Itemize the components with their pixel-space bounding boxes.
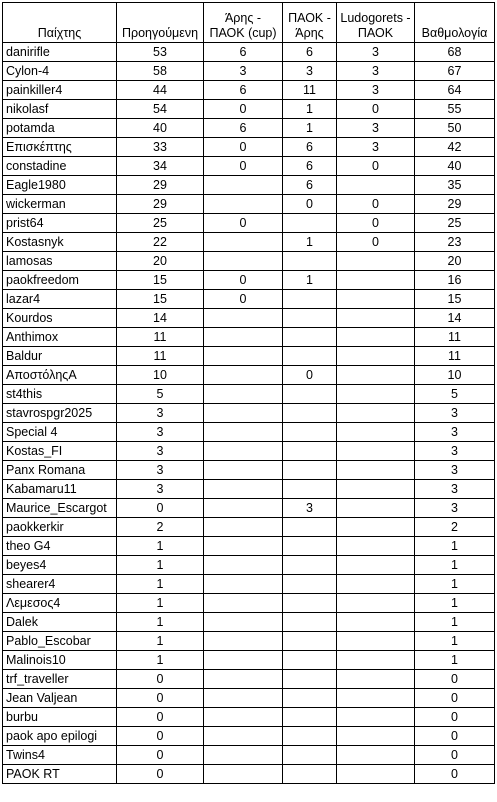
- paok-aris-cell: [283, 328, 337, 347]
- previous-cell: 54: [117, 100, 204, 119]
- score-cell: 11: [415, 328, 495, 347]
- aris-paok-cup-cell: [204, 195, 283, 214]
- table-row: [3, 43, 495, 62]
- aris-paok-cup-cell: [204, 556, 283, 575]
- player-cell: Kabamaru11: [3, 480, 117, 499]
- table-row: [3, 423, 495, 442]
- player-cell: Special 4: [3, 423, 117, 442]
- paok-aris-cell: 1: [283, 100, 337, 119]
- table-row: [3, 385, 495, 404]
- previous-cell: 20: [117, 252, 204, 271]
- ludogorets-paok-cell: [337, 651, 415, 670]
- ludogorets-paok-cell: 0: [337, 214, 415, 233]
- paok-aris-cell: [283, 442, 337, 461]
- previous-cell: 58: [117, 62, 204, 81]
- aris-paok-cup-cell: [204, 575, 283, 594]
- player-cell: Dalek: [3, 613, 117, 632]
- paok-aris-cell: 6: [283, 138, 337, 157]
- aris-paok-cup-cell: [204, 727, 283, 746]
- ludogorets-paok-cell: 0: [337, 195, 415, 214]
- paok-aris-cell: 3: [283, 499, 337, 518]
- paok-aris-cell: [283, 727, 337, 746]
- aris-paok-cup-cell: [204, 499, 283, 518]
- score-cell: 3: [415, 499, 495, 518]
- table-row: [3, 176, 495, 195]
- previous-cell: 11: [117, 328, 204, 347]
- paok-aris-cell: [283, 689, 337, 708]
- ludogorets-paok-cell: 3: [337, 43, 415, 62]
- paok-aris-cell: 1: [283, 271, 337, 290]
- player-cell: Malinois10: [3, 651, 117, 670]
- paok-aris-cell: [283, 651, 337, 670]
- header-player: Παίχτης: [3, 3, 117, 43]
- previous-cell: 0: [117, 727, 204, 746]
- player-cell: Cylon-4: [3, 62, 117, 81]
- paok-aris-cell: 6: [283, 157, 337, 176]
- aris-paok-cup-cell: [204, 366, 283, 385]
- previous-cell: 0: [117, 746, 204, 765]
- aris-paok-cup-cell: [204, 385, 283, 404]
- score-cell: 1: [415, 537, 495, 556]
- previous-cell: 11: [117, 347, 204, 366]
- ludogorets-paok-cell: [337, 271, 415, 290]
- player-cell: paokfreedom: [3, 271, 117, 290]
- ludogorets-paok-cell: [337, 765, 415, 784]
- aris-paok-cup-cell: 3: [204, 62, 283, 81]
- player-cell: shearer4: [3, 575, 117, 594]
- ludogorets-paok-cell: [337, 670, 415, 689]
- score-cell: 1: [415, 575, 495, 594]
- previous-cell: 29: [117, 176, 204, 195]
- player-cell: PAOK RT: [3, 765, 117, 784]
- player-cell: wickerman: [3, 195, 117, 214]
- score-cell: 0: [415, 670, 495, 689]
- paok-aris-cell: [283, 670, 337, 689]
- aris-paok-cup-cell: [204, 309, 283, 328]
- paok-aris-cell: [283, 613, 337, 632]
- table-row: [3, 651, 495, 670]
- ludogorets-paok-cell: [337, 499, 415, 518]
- player-cell: beyes4: [3, 556, 117, 575]
- paok-aris-cell: [283, 632, 337, 651]
- paok-aris-cell: 11: [283, 81, 337, 100]
- table-row: [3, 670, 495, 689]
- player-cell: lazar4: [3, 290, 117, 309]
- score-cell: 5: [415, 385, 495, 404]
- ludogorets-paok-cell: 0: [337, 233, 415, 252]
- previous-cell: 10: [117, 366, 204, 385]
- player-cell: Jean Valjean: [3, 689, 117, 708]
- ludogorets-paok-cell: [337, 556, 415, 575]
- player-cell: nikolasf: [3, 100, 117, 119]
- ludogorets-paok-cell: [337, 594, 415, 613]
- previous-cell: 14: [117, 309, 204, 328]
- ludogorets-paok-cell: [337, 727, 415, 746]
- table-row: [3, 404, 495, 423]
- score-cell: 1: [415, 632, 495, 651]
- player-cell: paok apo epilogi: [3, 727, 117, 746]
- previous-cell: 0: [117, 670, 204, 689]
- aris-paok-cup-cell: 6: [204, 81, 283, 100]
- ludogorets-paok-cell: [337, 176, 415, 195]
- paok-aris-cell: [283, 385, 337, 404]
- previous-cell: 1: [117, 556, 204, 575]
- previous-cell: 5: [117, 385, 204, 404]
- aris-paok-cup-cell: 6: [204, 119, 283, 138]
- table-row: [3, 727, 495, 746]
- table-row: [3, 746, 495, 765]
- paok-aris-cell: [283, 537, 337, 556]
- score-cell: 0: [415, 689, 495, 708]
- player-cell: Pablo_Escobar: [3, 632, 117, 651]
- ludogorets-paok-cell: [337, 385, 415, 404]
- previous-cell: 0: [117, 689, 204, 708]
- paok-aris-cell: [283, 556, 337, 575]
- table-row: [3, 347, 495, 366]
- score-cell: 3: [415, 461, 495, 480]
- table-row: [3, 252, 495, 271]
- score-cell: 64: [415, 81, 495, 100]
- previous-cell: 53: [117, 43, 204, 62]
- score-cell: 3: [415, 442, 495, 461]
- paok-aris-cell: [283, 252, 337, 271]
- ludogorets-paok-cell: [337, 366, 415, 385]
- table-row: [3, 632, 495, 651]
- paok-aris-cell: 0: [283, 366, 337, 385]
- table-row: [3, 765, 495, 784]
- paok-aris-cell: 1: [283, 233, 337, 252]
- score-cell: 67: [415, 62, 495, 81]
- previous-cell: 1: [117, 651, 204, 670]
- aris-paok-cup-cell: [204, 537, 283, 556]
- ludogorets-paok-cell: [337, 689, 415, 708]
- table-row: [3, 290, 495, 309]
- aris-paok-cup-cell: [204, 442, 283, 461]
- header-ludogorets-paok: Ludogorets - ΠΑΟΚ: [337, 3, 415, 43]
- aris-paok-cup-cell: [204, 689, 283, 708]
- player-cell: stavrospgr2025: [3, 404, 117, 423]
- paok-aris-cell: [283, 404, 337, 423]
- table-row: [3, 537, 495, 556]
- table-row: [3, 157, 495, 176]
- table-row: [3, 499, 495, 518]
- score-cell: 3: [415, 404, 495, 423]
- ludogorets-paok-cell: [337, 442, 415, 461]
- ludogorets-paok-cell: 3: [337, 81, 415, 100]
- player-cell: burbu: [3, 708, 117, 727]
- score-cell: 15: [415, 290, 495, 309]
- aris-paok-cup-cell: [204, 518, 283, 537]
- table-row: [3, 689, 495, 708]
- paok-aris-cell: [283, 594, 337, 613]
- table-row: [3, 62, 495, 81]
- table-row: [3, 309, 495, 328]
- table-row: [3, 119, 495, 138]
- ludogorets-paok-cell: [337, 613, 415, 632]
- score-cell: 25: [415, 214, 495, 233]
- previous-cell: 15: [117, 271, 204, 290]
- aris-paok-cup-cell: [204, 765, 283, 784]
- paok-aris-cell: [283, 518, 337, 537]
- table-row: [3, 556, 495, 575]
- previous-cell: 1: [117, 575, 204, 594]
- aris-paok-cup-cell: [204, 594, 283, 613]
- ludogorets-paok-cell: [337, 746, 415, 765]
- player-cell: ΑποστόληςΑ: [3, 366, 117, 385]
- previous-cell: 3: [117, 404, 204, 423]
- score-cell: 1: [415, 613, 495, 632]
- previous-cell: 22: [117, 233, 204, 252]
- player-cell: constadine: [3, 157, 117, 176]
- player-cell: Λεμεσος4: [3, 594, 117, 613]
- ludogorets-paok-cell: [337, 461, 415, 480]
- ludogorets-paok-cell: 3: [337, 138, 415, 157]
- aris-paok-cup-cell: [204, 252, 283, 271]
- ludogorets-paok-cell: [337, 309, 415, 328]
- paok-aris-cell: [283, 290, 337, 309]
- aris-paok-cup-cell: 0: [204, 138, 283, 157]
- paok-aris-cell: 6: [283, 176, 337, 195]
- table-row: [3, 138, 495, 157]
- score-cell: 42: [415, 138, 495, 157]
- ludogorets-paok-cell: [337, 347, 415, 366]
- player-cell: Kostasnyk: [3, 233, 117, 252]
- previous-cell: 3: [117, 461, 204, 480]
- aris-paok-cup-cell: [204, 480, 283, 499]
- previous-cell: 40: [117, 119, 204, 138]
- aris-paok-cup-cell: [204, 423, 283, 442]
- previous-cell: 3: [117, 423, 204, 442]
- ludogorets-paok-cell: [337, 575, 415, 594]
- score-cell: 0: [415, 746, 495, 765]
- previous-cell: 1: [117, 594, 204, 613]
- previous-cell: 44: [117, 81, 204, 100]
- ludogorets-paok-cell: 0: [337, 100, 415, 119]
- player-cell: prist64: [3, 214, 117, 233]
- player-cell: lamosas: [3, 252, 117, 271]
- score-cell: 20: [415, 252, 495, 271]
- aris-paok-cup-cell: [204, 404, 283, 423]
- aris-paok-cup-cell: [204, 651, 283, 670]
- ludogorets-paok-cell: 3: [337, 62, 415, 81]
- previous-cell: 1: [117, 613, 204, 632]
- aris-paok-cup-cell: 6: [204, 43, 283, 62]
- header-previous: Προηγούμενη: [117, 3, 204, 43]
- score-cell: 50: [415, 119, 495, 138]
- previous-cell: 1: [117, 632, 204, 651]
- ludogorets-paok-cell: [337, 423, 415, 442]
- aris-paok-cup-cell: 0: [204, 157, 283, 176]
- player-cell: Panx Romana: [3, 461, 117, 480]
- paok-aris-cell: [283, 708, 337, 727]
- score-cell: 2: [415, 518, 495, 537]
- table-row: [3, 461, 495, 480]
- previous-cell: 1: [117, 537, 204, 556]
- player-cell: Maurice_Escargot: [3, 499, 117, 518]
- paok-aris-cell: 6: [283, 43, 337, 62]
- paok-aris-cell: 3: [283, 62, 337, 81]
- aris-paok-cup-cell: 0: [204, 290, 283, 309]
- score-cell: 14: [415, 309, 495, 328]
- player-cell: Επισκέπτης: [3, 138, 117, 157]
- score-cell: 0: [415, 708, 495, 727]
- ludogorets-paok-cell: [337, 290, 415, 309]
- player-cell: danirifle: [3, 43, 117, 62]
- player-cell: Eagle1980: [3, 176, 117, 195]
- player-cell: Anthimox: [3, 328, 117, 347]
- ludogorets-paok-cell: [337, 632, 415, 651]
- ludogorets-paok-cell: 3: [337, 119, 415, 138]
- previous-cell: 29: [117, 195, 204, 214]
- paok-aris-cell: [283, 746, 337, 765]
- ludogorets-paok-cell: 0: [337, 157, 415, 176]
- score-cell: 29: [415, 195, 495, 214]
- ludogorets-paok-cell: [337, 328, 415, 347]
- header-aris-paok-cup: Άρης - ΠΑΟΚ (cup): [204, 3, 283, 43]
- score-cell: 1: [415, 556, 495, 575]
- previous-cell: 2: [117, 518, 204, 537]
- table-row: [3, 442, 495, 461]
- score-cell: 16: [415, 271, 495, 290]
- score-cell: 0: [415, 765, 495, 784]
- player-cell: paokkerkir: [3, 518, 117, 537]
- ludogorets-paok-cell: [337, 252, 415, 271]
- table-row: [3, 480, 495, 499]
- paok-aris-cell: [283, 461, 337, 480]
- player-cell: trf_traveller: [3, 670, 117, 689]
- score-cell: 68: [415, 43, 495, 62]
- paok-aris-cell: [283, 480, 337, 499]
- score-cell: 11: [415, 347, 495, 366]
- previous-cell: 3: [117, 480, 204, 499]
- previous-cell: 0: [117, 708, 204, 727]
- aris-paok-cup-cell: [204, 461, 283, 480]
- standings-table: [2, 2, 495, 784]
- ludogorets-paok-cell: [337, 708, 415, 727]
- score-cell: 3: [415, 423, 495, 442]
- table-row: [3, 233, 495, 252]
- player-cell: Kostas_FI: [3, 442, 117, 461]
- table-row: [3, 81, 495, 100]
- player-cell: theo G4: [3, 537, 117, 556]
- previous-cell: 0: [117, 765, 204, 784]
- header-paok-aris: ΠΑΟΚ - Άρης: [283, 3, 337, 43]
- previous-cell: 33: [117, 138, 204, 157]
- paok-aris-cell: [283, 214, 337, 233]
- ludogorets-paok-cell: [337, 480, 415, 499]
- previous-cell: 15: [117, 290, 204, 309]
- table-row: [3, 708, 495, 727]
- table-row: [3, 214, 495, 233]
- score-cell: 1: [415, 651, 495, 670]
- ludogorets-paok-cell: [337, 537, 415, 556]
- score-cell: 35: [415, 176, 495, 195]
- table-row: [3, 100, 495, 119]
- score-cell: 55: [415, 100, 495, 119]
- table-header: [3, 3, 495, 43]
- previous-cell: 3: [117, 442, 204, 461]
- paok-aris-cell: [283, 309, 337, 328]
- previous-cell: 0: [117, 499, 204, 518]
- aris-paok-cup-cell: [204, 176, 283, 195]
- paok-aris-cell: [283, 423, 337, 442]
- ludogorets-paok-cell: [337, 518, 415, 537]
- aris-paok-cup-cell: [204, 233, 283, 252]
- table-row: [3, 195, 495, 214]
- paok-aris-cell: [283, 575, 337, 594]
- score-cell: 40: [415, 157, 495, 176]
- aris-paok-cup-cell: [204, 670, 283, 689]
- table-row: [3, 271, 495, 290]
- aris-paok-cup-cell: [204, 708, 283, 727]
- paok-aris-cell: [283, 347, 337, 366]
- table-row: [3, 594, 495, 613]
- previous-cell: 25: [117, 214, 204, 233]
- paok-aris-cell: 1: [283, 119, 337, 138]
- table-row: [3, 575, 495, 594]
- aris-paok-cup-cell: [204, 347, 283, 366]
- aris-paok-cup-cell: [204, 632, 283, 651]
- paok-aris-cell: [283, 765, 337, 784]
- aris-paok-cup-cell: [204, 328, 283, 347]
- table-row: [3, 328, 495, 347]
- previous-cell: 34: [117, 157, 204, 176]
- score-cell: 0: [415, 727, 495, 746]
- aris-paok-cup-cell: [204, 746, 283, 765]
- table-body: [3, 43, 495, 784]
- aris-paok-cup-cell: 0: [204, 271, 283, 290]
- table-row: [3, 613, 495, 632]
- table-row: [3, 366, 495, 385]
- score-cell: 1: [415, 594, 495, 613]
- score-cell: 10: [415, 366, 495, 385]
- player-cell: Baldur: [3, 347, 117, 366]
- table-row: [3, 518, 495, 537]
- player-cell: st4this: [3, 385, 117, 404]
- score-cell: 3: [415, 480, 495, 499]
- header-score: Βαθμολογία: [415, 3, 495, 43]
- aris-paok-cup-cell: 0: [204, 214, 283, 233]
- player-cell: Twins4: [3, 746, 117, 765]
- player-cell: Kourdos: [3, 309, 117, 328]
- aris-paok-cup-cell: [204, 613, 283, 632]
- ludogorets-paok-cell: [337, 404, 415, 423]
- paok-aris-cell: 0: [283, 195, 337, 214]
- header-row: [3, 3, 495, 43]
- aris-paok-cup-cell: 0: [204, 100, 283, 119]
- player-cell: potamda: [3, 119, 117, 138]
- score-cell: 23: [415, 233, 495, 252]
- player-cell: painkiller4: [3, 81, 117, 100]
